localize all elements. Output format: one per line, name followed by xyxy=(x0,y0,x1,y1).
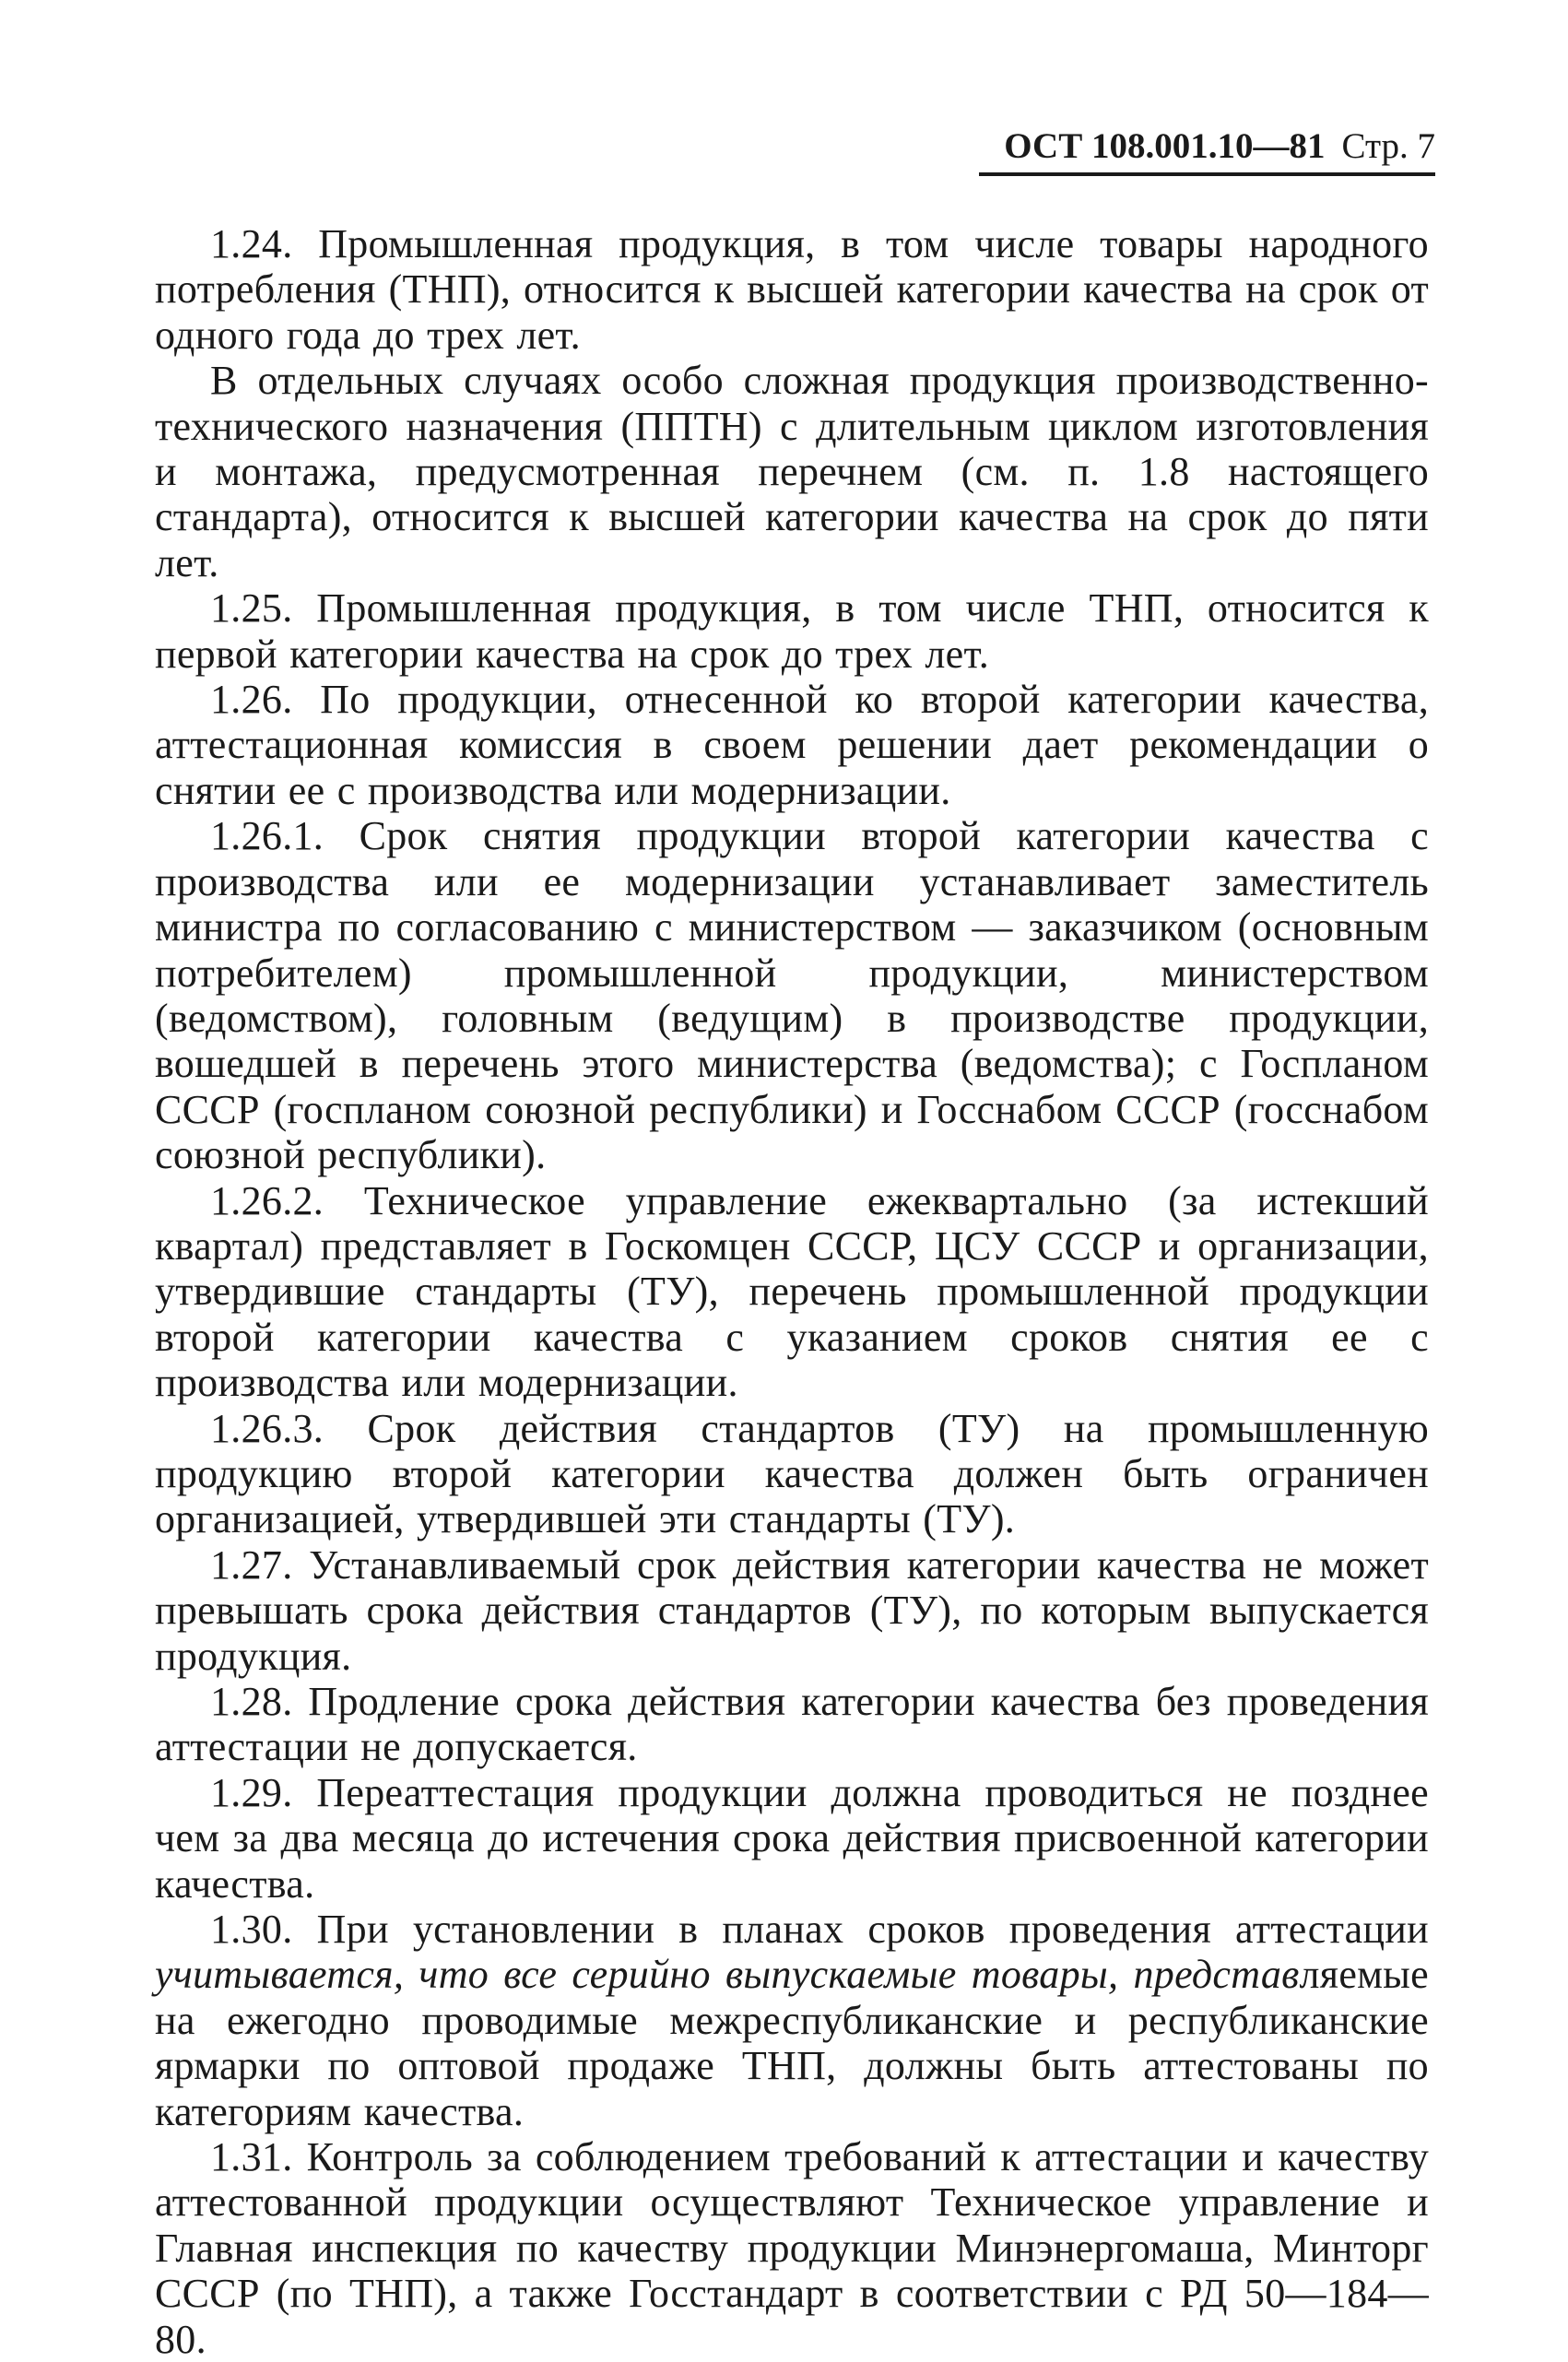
clause-1-26-3: 1.26.3. Срок действия стандартов (ТУ) на промышленную продукцию второй категории качества должен быть ограничен организацией, утвердившей эти стандарты (ТУ). xyxy=(155,1405,1429,1542)
clause-1-26-2: 1.26.2. Техническое управление ежеквартально (за истекший квартал) представляет в Госкомцен СССР, ЦСУ СССР и организации, утвердившие стандарты (ТУ), перечень промышленной продукции второй категории качества с указанием сроков снятия ее с производства или модернизации. xyxy=(155,1177,1429,1406)
clause-1-30-start: 1.30. При установлении в планах сроков проведения аттестации xyxy=(210,1907,1429,1953)
clause-1-28: 1.28. Продление срока действия категории качества без проведения аттестации не допускается. xyxy=(155,1679,1429,1770)
clause-1-31: 1.31. Контроль за соблюдением требований к аттестации и качеству аттестованной продукции осуществляют Техническое управление и Главная инспекция по качеству продукции Минэнергомаша, Минторг СССР (по ТНП), а также Госстандарт в соответствии с РД 50—184—80. xyxy=(155,2134,1429,2362)
document-code: ОСТ 108.001.10—81 xyxy=(1004,126,1326,166)
clause-1-30 xyxy=(155,1907,1429,2134)
clause-1-30-italic: учитывается, что все серийно выпускаемые товары, представ xyxy=(155,1952,1300,1998)
clause-1-24-continuation: В отдельных случаях особо сложная продукция производственно-технического назначения (ППТН) с длительным циклом изготовления и монтажа, предусмотренная перечнем (см. п. 1.8 настоящего стандарта), относится к высшей категории качества на срок до пяти лет. xyxy=(155,358,1429,585)
clause-1-29: 1.29. Переаттестация продукции должна проводиться не позднее чем за два месяца до истечения срока действия присвоенной категории качества. xyxy=(155,1769,1429,1907)
document-body xyxy=(155,221,1429,2362)
clause-1-27: 1.27. Устанавливаемый срок действия категории качества не может превышать срока действия стандартов (ТУ), по которым выпускается продукция. xyxy=(155,1541,1429,1679)
clause-1-26-1: 1.26.1. Срок снятия продукции второй категории качества с производства или ее модернизации устанавливает заместитель министра по согласованию с министерством — заказчиком (основным потребителем) промышленной продукции, министерством (ведомством), головным (ведущим) в производстве продукции, вошедшей в перечень этого министерства (ведомства); с Госпланом СССР (госпланом союзной республики) и Госснабом СССР (госснабом союзной республики). xyxy=(155,813,1429,1178)
page-number: Стр. 7 xyxy=(1341,126,1435,166)
clause-1-24: 1.24. Промышленная продукция, в том числе товары народного потребления (ТНП), относится к высшей категории качества на срок от одного года до трех лет. xyxy=(155,221,1429,358)
clause-1-30-end: ляемые на ежегодно проводимые межреспубликанские и республиканские ярмарки по оптовой продаже ТНП, должны быть аттестованы по категориям качества. xyxy=(155,1952,1429,2134)
clause-1-26: 1.26. По продукции, отнесенной ко второй категории качества, аттестационная комиссия в своем решении дает рекомендации о снятии ее с производства или модернизации. xyxy=(155,677,1429,813)
clause-1-25: 1.25. Промышленная продукция, в том числе ТНП, относится к первой категории качества на срок до трех лет. xyxy=(155,585,1429,677)
page-header xyxy=(979,125,1435,176)
